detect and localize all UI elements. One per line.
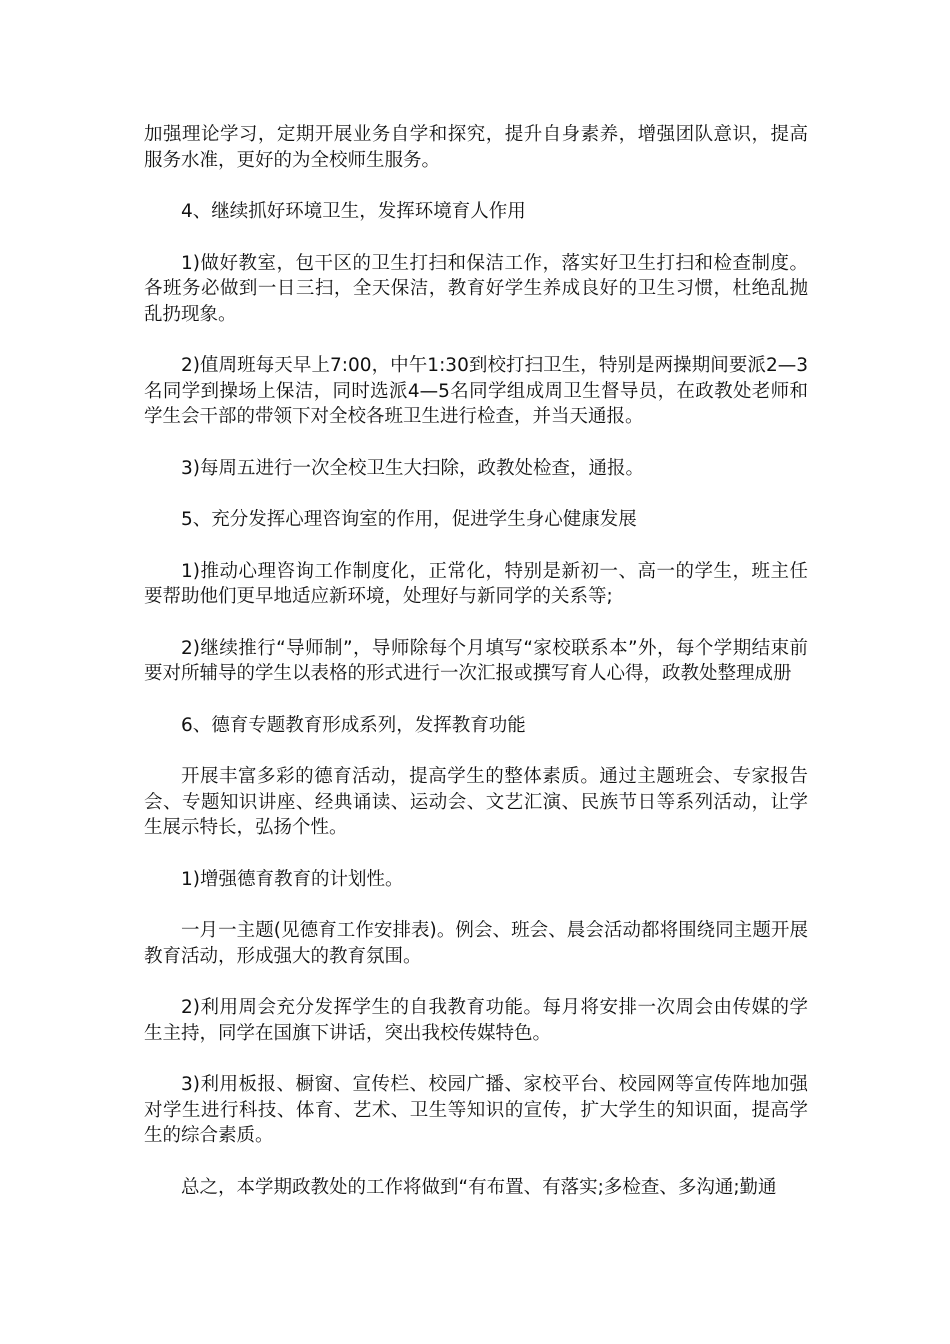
paragraph: 1)推动心理咨询工作制度化，正常化，特别是新初一、高一的学生，班主任要帮助他们更早地适应新环境，处理好与新同学的关系等; bbox=[144, 560, 808, 607]
paragraph: 3)利用板报、橱窗、宣传栏、校园广播、家校平台、校园网等宣传阵地加强对学生进行科技、体育、艺术、卫生等知识的宣传，扩大学生的知识面，提高学生的综合素质。 bbox=[144, 1074, 808, 1146]
paragraph: 1)做好教室，包干区的卫生打扫和保洁工作，落实好卫生打扫和检查制度。各班务必做到一日三扫，全天保洁，教育好学生养成良好的卫生习惯，杜绝乱抛乱扔现象。 bbox=[144, 252, 808, 325]
section-heading-4: 4、继续抓好环境卫生，发挥环境育人作用 bbox=[181, 201, 526, 222]
paragraph: 一月一主题(见德育工作安排表)。例会、班会、晨会活动都将围绕同主题开展教育活动，形成强大的教育氛围。 bbox=[144, 920, 808, 967]
paragraph: 1)增强德育教育的计划性。 bbox=[181, 868, 404, 890]
paragraph: 3)每周五进行一次全校卫生大扫除，政教处检查，通报。 bbox=[181, 457, 644, 479]
paragraph: 2)值周班每天早上7:00，中午1:30到校打扫卫生，特别是两操期间要派2—3名同学到操场上保洁，同时选派4—5名同学组成周卫生督导员，在政教处老师和学生会干部的带领下对全校各班卫生进行检查，并当天通报。 bbox=[144, 355, 808, 427]
document-body bbox=[144, 122, 808, 1226]
section-heading-6: 6、德育专题教育形成系列，发挥教育功能 bbox=[181, 714, 526, 736]
paragraph-continuation: 加强理论学习，定期开展业务自学和探究，提升自身素养，增强团队意识，提高服务水准，更好的为全校师生服务。 bbox=[144, 124, 808, 171]
section-heading-5: 5、充分发挥心理咨询室的作用，促进学生身心健康发展 bbox=[181, 509, 637, 530]
paragraph-summary: 总之，本学期政教处的工作将做到“有布置、有落实;多检查、多沟通;勤通 bbox=[181, 1176, 777, 1198]
paragraph: 开展丰富多彩的德育活动，提高学生的整体素质。通过主题班会、专家报告会、专题知识讲座、经典诵读、运动会、文艺汇演、民族节日等系列活动，让学生展示特长，弘扬个性。 bbox=[144, 766, 808, 838]
paragraph: 2)利用周会充分发挥学生的自我教育功能。每月将安排一次周会由传媒的学生主持，同学在国旗下讲话，突出我校传媒特色。 bbox=[144, 997, 808, 1044]
paragraph: 2)继续推行“导师制”，导师除每个月填写“家校联系本”外，每个学期结束前要对所辅导的学生以表格的形式进行一次汇报或撰写育人心得，政教处整理成册 bbox=[144, 637, 808, 684]
